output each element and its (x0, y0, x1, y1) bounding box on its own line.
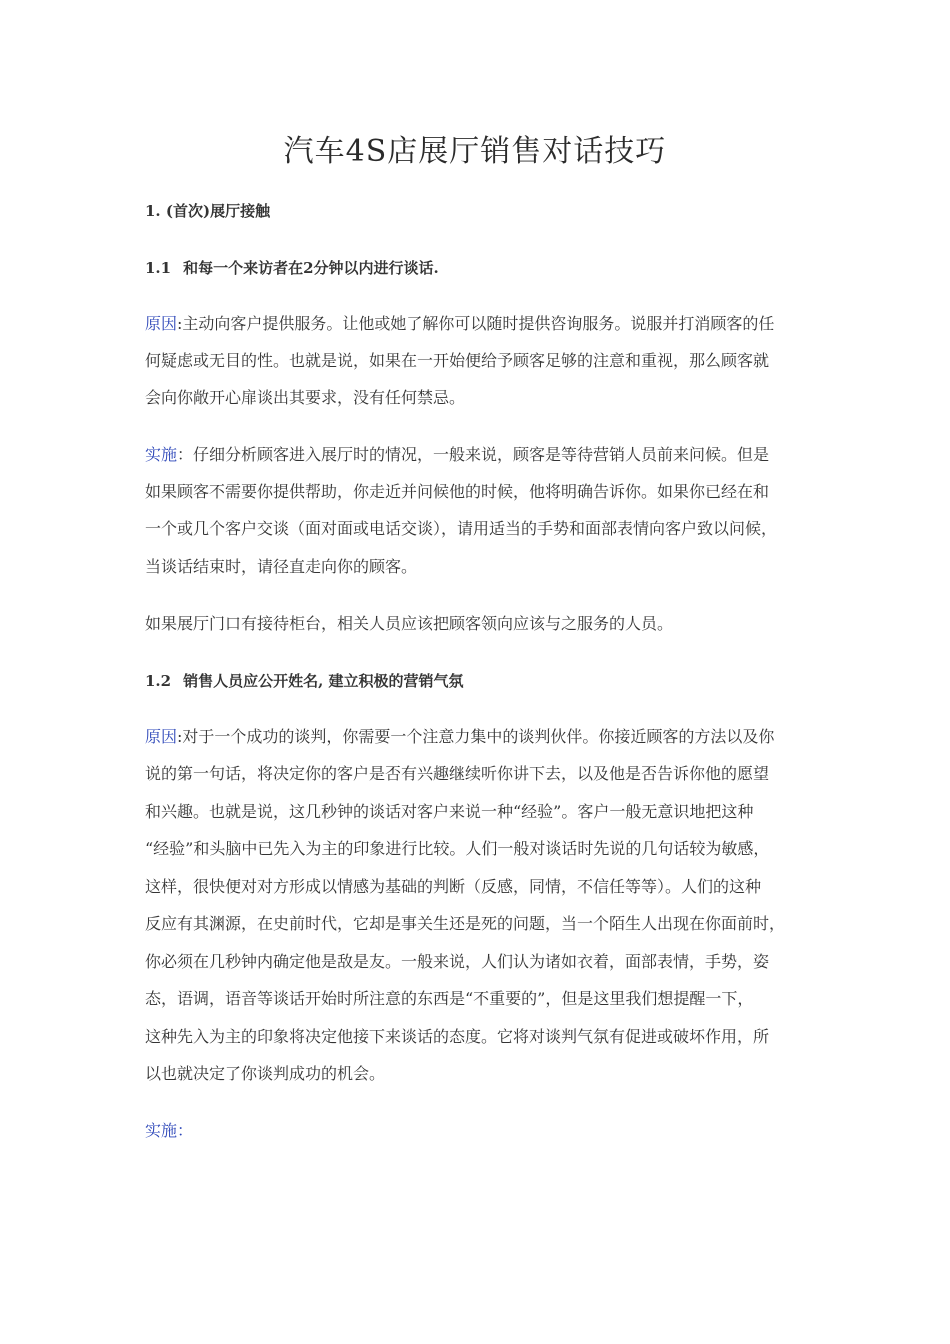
line-text: :主动向客户提供服务。让他或她了解你可以随时提供咨询服务。说服并打消顾客的任 (177, 314, 775, 333)
paragraph-line (145, 1119, 193, 1143)
section-number: 1.1 (145, 259, 172, 277)
paragraph-line (145, 312, 774, 336)
paragraph-line: 当谈话结束时，请径直走向你的顾客。 (145, 557, 418, 576)
paragraph-line: 以也就决定了你谈判成功的机会。 (145, 1064, 386, 1083)
reason-label: 原因 (145, 727, 178, 746)
section-heading-1-1 (145, 256, 439, 280)
line-text: :对于一个成功的谈判，你需要一个注意力集中的谈判伙伴。你接近顾客的方法以及你 (177, 727, 775, 746)
paragraph-line: 说的第一句话，将决定你的客户是否有兴趣继续听你讲下去，以及他是否告诉你他的愿望 (145, 764, 770, 783)
paragraph-line (145, 725, 774, 749)
paragraph-note: 如果展厅门口有接待柜台，相关人员应该把顾客领向应该与之服务的人员。 (145, 614, 674, 633)
line-text: ：仔细分析顾客进入展厅时的情况，一般来说，顾客是等待营销人员前来问候。但是 (177, 445, 770, 464)
paragraph-line: 你必须在几秒钟内确定他是敌是友。一般来说，人们认为诸如衣着，面部表情，手势，姿 (145, 952, 770, 971)
paragraph-line: 一个或几个客户交谈（面对面或电话交谈），请用适当的手势和面部表情向客户致以问候， (145, 519, 778, 538)
paragraph-line: 态，语调，语音等谈话开始时所注意的东西是“不重要的”，但是这里我们想提醒一下， (145, 989, 754, 1008)
paragraph-line: 会向你敞开心扉谈出其要求，没有任何禁忌。 (145, 388, 466, 407)
paragraph-line (145, 443, 769, 467)
paragraph-line: 这样，很快便对对方形成以情感为基础的判断（反感，同情，不信任等等）。人们的这种 (145, 877, 762, 896)
paragraph-line: 和兴趣。也就是说，这几秒钟的谈话对客户来说一种“经验”。客户一般无意识地把这种 (145, 802, 754, 821)
implementation-label: 实施 (145, 1121, 178, 1140)
section-number: 1.2 (145, 672, 172, 690)
section-text: 销售人员应公开姓名, 建立积极的营销气氛 (183, 672, 464, 690)
implementation-colon: ： (177, 1121, 194, 1140)
section-heading-1: 1. (首次)展厅接触 (145, 202, 271, 220)
paragraph-line: 何疑虑或无目的性。也就是说，如果在一开始便给予顾客足够的注意和重视，那么顾客就 (145, 351, 770, 370)
implementation-label: 实施 (145, 445, 178, 464)
paragraph-line: 如果顾客不需要你提供帮助，你走近并问候他的时候，他将明确告诉你。如果你已经在和 (145, 482, 770, 501)
paragraph-line: 这种先入为主的印象将决定他接下来谈话的态度。它将对谈判气氛有促进或破坏作用，所 (145, 1027, 770, 1046)
section-text: 和每一个来访者在2分钟以内进行谈话. (183, 259, 439, 277)
section-heading-1-2 (145, 669, 464, 693)
paragraph-line: “经验”和头脑中已先入为主的印象进行比较。人们一般对谈话时先说的几句话较为敏感， (145, 839, 770, 858)
paragraph-line: 反应有其渊源，在史前时代，它却是事关生还是死的问题，当一个陌生人出现在你面前时， (145, 914, 786, 933)
document-title: 汽车4S店展厅销售对话技巧 (283, 134, 667, 169)
reason-label: 原因 (145, 314, 178, 333)
